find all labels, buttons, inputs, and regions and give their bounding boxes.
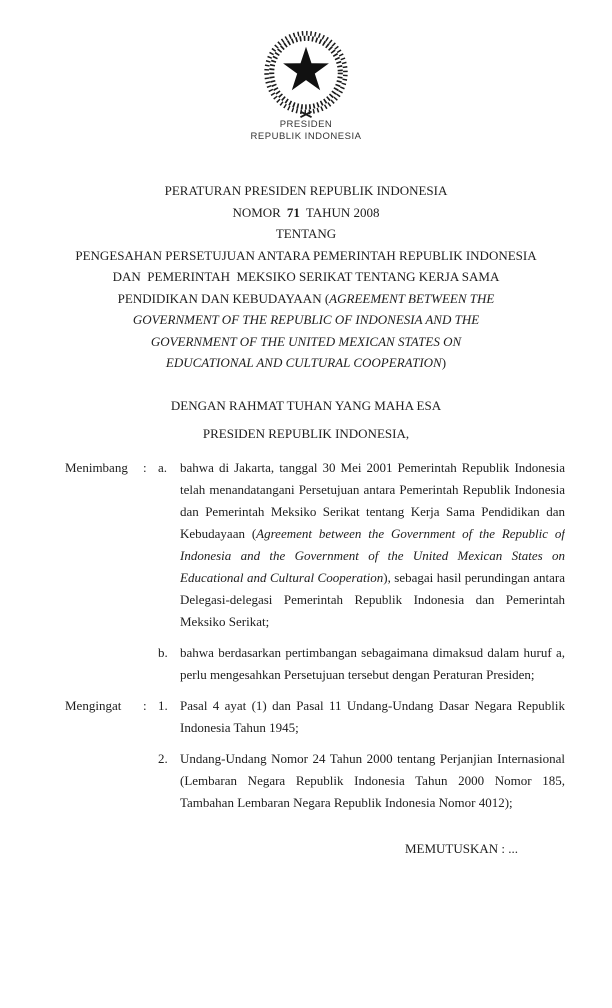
item-marker: a. <box>158 459 168 475</box>
italic-text-segment: Agreement between the Government of the Republic of <box>256 525 565 541</box>
text-line <box>180 589 565 611</box>
nomor-number: 71 <box>286 204 300 220</box>
text-segment: bahwa berdasarkan pertimbangan sebagaimana dimaksud dalam huruf a, <box>180 644 565 660</box>
text-segment: dan Pemerintah Meksiko Serikat tentang Kerja Sama Pendidikan dan <box>180 503 565 519</box>
tentang-label: TENTANG <box>275 226 337 241</box>
letterhead <box>0 0 612 143</box>
italic-text-segment: Indonesia and the Government of the United Mexican States on <box>180 547 565 563</box>
text-line <box>180 479 565 501</box>
item-text <box>180 457 565 633</box>
text-segment: Tambahan Lembaran Negara Republik Indonesia Nomor 4012); <box>180 794 513 810</box>
text-segment: DAN PEMERINTAH MEKSIKO SERIKAT TENTANG KERJA SAMA <box>112 269 500 284</box>
text-segment: Kebudayaan ( <box>180 525 257 541</box>
legal-basis-section <box>65 695 565 814</box>
text-line <box>180 567 565 589</box>
star-glyph <box>283 47 329 91</box>
legal-basis-item-1 <box>158 695 565 739</box>
text-segment: perlu mengesahkan Persetujuan tersebut dengan Peraturan Presiden; <box>180 666 535 682</box>
italic-text-segment: GOVERNMENT OF THE REPUBLIC OF INDONESIA AND THE <box>132 312 480 327</box>
item-marker: 2. <box>158 750 168 766</box>
text-line <box>180 501 565 523</box>
text-line <box>180 545 565 567</box>
letterhead-line2: REPUBLIK INDONESIA <box>250 131 362 142</box>
text-segment: ) <box>441 355 447 370</box>
italic-text-segment: Educational and Cultural Cooperation <box>180 569 384 585</box>
authority-line: PRESIDEN REPUBLIK INDONESIA, <box>202 426 410 441</box>
text-segment: Delegasi-delegasi Pemerintah Republik Indonesia dan Pemerintah <box>180 591 565 607</box>
consideration-item-b <box>158 642 565 686</box>
text-segment: PENGESAHAN PERSETUJUAN ANTARA PEMERINTAH REPUBLIK INDONESIA <box>75 247 537 263</box>
text-line <box>180 748 565 770</box>
item-text <box>180 642 565 686</box>
italic-text-segment: AGREEMENT BETWEEN THE <box>329 290 495 306</box>
text-line <box>0 331 612 353</box>
text-line <box>0 309 612 331</box>
considerations-section <box>65 457 565 686</box>
text-segment: Meksiko Serikat; <box>180 613 270 629</box>
title-block <box>0 180 612 374</box>
item-text <box>180 748 565 814</box>
text-line <box>0 352 612 374</box>
text-segment: bahwa di Jakarta, tanggal 30 Mei 2001 Pemerintah Republik Indonesia <box>180 459 565 475</box>
nomor-suffix: TAHUN 2008 <box>305 204 380 220</box>
item-text <box>180 695 565 739</box>
text-line <box>180 792 565 814</box>
presidential-star-wreath-emblem <box>255 30 357 119</box>
italic-text-segment: EDUCATIONAL AND CULTURAL COOPERATION <box>165 355 442 370</box>
letterhead-line1: PRESIDEN <box>279 119 333 130</box>
subject-lines <box>0 245 612 374</box>
text-line <box>180 642 565 664</box>
invocation-line: DENGAN RAHMAT TUHAN YANG MAHA ESA <box>170 397 442 413</box>
memutuskan-line: MEMUTUSKAN : ... <box>404 840 518 856</box>
text-line <box>180 695 565 717</box>
text-segment: PENDIDIKAN DAN KEBUDAYAAN ( <box>117 290 330 306</box>
regulation-title: PERATURAN PRESIDEN REPUBLIK INDONESIA <box>164 183 448 198</box>
text-line <box>180 770 565 792</box>
text-segment: (Lembaran Negara Republik Indonesia Tahun 2000 Nomor 185, <box>180 772 565 788</box>
text-line <box>180 664 565 686</box>
text-line <box>0 245 612 267</box>
text-line <box>180 523 565 545</box>
text-line <box>0 266 612 288</box>
text-line <box>180 457 565 479</box>
considerations-label: Menimbang <box>65 459 128 475</box>
legal-basis-colon: : <box>143 697 147 713</box>
preamble <box>0 395 612 445</box>
document-body <box>65 457 565 860</box>
text-segment: ), sebagai hasil perundingan antara <box>383 569 565 585</box>
regulation-number-line <box>0 202 612 224</box>
legal-basis-items <box>158 695 565 814</box>
text-segment: Indonesia Tahun 1945; <box>180 719 299 735</box>
nomor-prefix: NOMOR <box>232 204 281 220</box>
consideration-item-a <box>158 457 565 633</box>
text-segment: Pasal 4 ayat (1) dan Pasal 11 Undang-Undang Dasar Negara Republik <box>180 697 565 713</box>
item-marker: 1. <box>158 697 168 713</box>
text-line <box>180 611 565 633</box>
considerations-items <box>158 457 565 686</box>
legal-basis-item-2 <box>158 748 565 814</box>
italic-text-segment: GOVERNMENT OF THE UNITED MEXICAN STATES ON <box>150 333 462 349</box>
ribbon-tie <box>300 112 311 118</box>
text-line <box>180 717 565 739</box>
item-marker: b. <box>158 644 168 660</box>
text-segment: telah menandatangani Persetujuan antara Pemerintah Republik Indonesia <box>180 481 565 497</box>
text-line <box>0 288 612 310</box>
legal-basis-label: Mengingat <box>65 697 122 713</box>
text-segment: Undang-Undang Nomor 24 Tahun 2000 tentang Perjanjian Internasional <box>180 750 565 766</box>
considerations-colon: : <box>143 459 147 475</box>
